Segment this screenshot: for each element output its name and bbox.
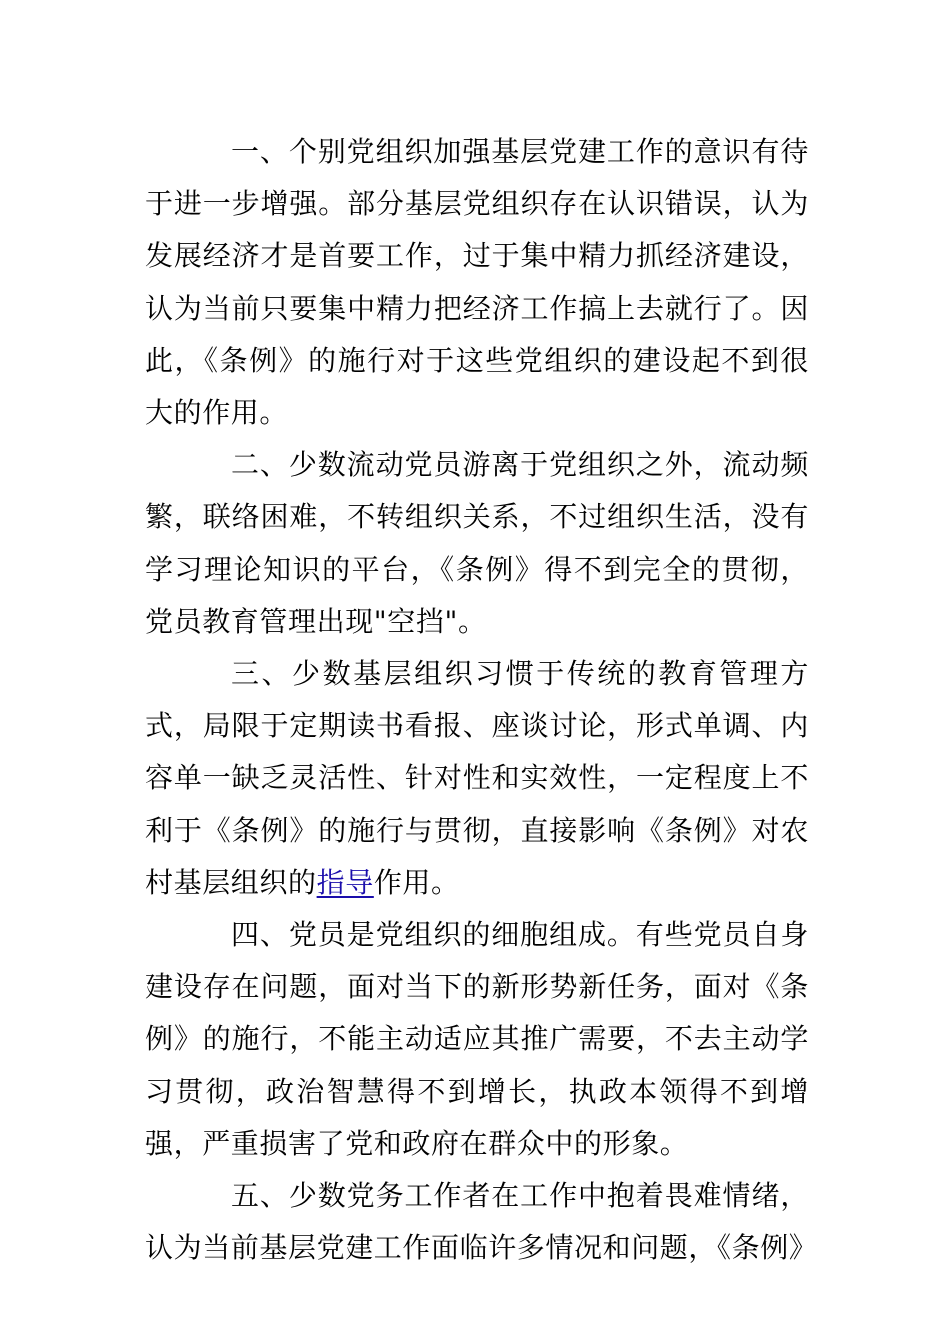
- guidance-link[interactable]: 指导: [316, 865, 374, 899]
- paragraph-4: 四、党员是党组织的细胞组成。有些党员自身建设存在问题，面对当下的新形势新任务，面对《条例》的施行，不能主动适应其推广需要，不去主动学习贯彻，政治智慧得不到增长，执政本领得不到增强，严重损害了党和政府在群众中的形象。: [145, 918, 809, 1160]
- document-body: [145, 126, 818, 1274]
- paragraph-2: 二、少数流动党员游离于党组织之外，流动频繁，联络困难，不转组织关系，不过组织生活，没有学习理论知识的平台，《条例》得不到完全的贯彻，党员教育管理出现"空挡"。: [145, 448, 809, 638]
- paragraph-5: 五、少数党务工作者在工作中抱着畏难情绪，认为当前基层党建工作面临许多情况和问题，《条例》: [145, 1179, 818, 1265]
- paragraph-3: [145, 648, 809, 909]
- paragraph-1: 一、个别党组织加强基层党建工作的意识有待于进一步增强。部分基层党组织存在认识错误，认为发展经济才是首要工作，过于集中精力抓经济建设，认为当前只要集中精力把经济工作搞上去就行了。因此，《条例》的施行对于这些党组织的建设起不到很大的作用。: [145, 135, 809, 430]
- paragraph-3-text-after: 作用。: [373, 865, 460, 899]
- paragraph-3-text-before: 三、少数基层组织习惯于传统的教育管理方式，局限于定期读书看报、座谈讨论，形式单调、内容单一缺乏灵活性、针对性和实效性，一定程度上不利于《条例》的施行与贯彻，直接影响《条例》对农村基层组织的: [145, 657, 809, 899]
